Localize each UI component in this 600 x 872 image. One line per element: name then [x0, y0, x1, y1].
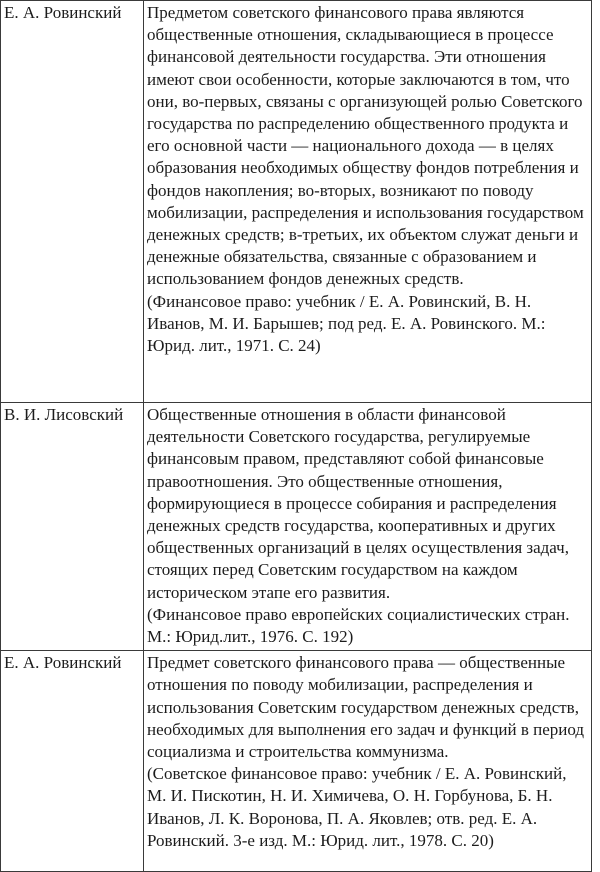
author-name: Е. А. Ровинский — [4, 653, 122, 673]
citation-text: (Финансовое право европейских социалистических стран. М.: Юрид.лит., 1976. С. 192) — [147, 604, 570, 647]
citation-text: (Советское финансовое право: учебник / Е. А. Ровинский, М. И. Пискотин, Н. И. Химичева, О. Н. Горбунова, Б. Н. Иванов, Л. К. Воронова, П. А. Яковлев; отв. ред. Е. А. Ровинский. 3-е изд. М.: Юрид. лит., 1978. С. 20) — [147, 764, 567, 850]
table-row — [1, 1, 592, 403]
quote-cell — [144, 1, 592, 403]
table-row — [1, 403, 592, 651]
table-row — [1, 651, 592, 872]
author-name: Е. А. Ровинский — [4, 3, 122, 22]
quote-cell — [144, 403, 592, 651]
author-cell — [1, 651, 144, 872]
quote-text: Предметом советского финансового права являются общественные отношения, складывающиеся в процессе финансовой деятельности государства. Эти отношения имеют свои особенности, которые заключаются в том, что они, во-первых, связаны с организующей ролью Советского государства по распределению общественного продукта и его основной части — национального дохода — в целях образования необходимых обществу фондов потребления и фондов накопления; во-вторых, возникают по поводу мобилизации, распределения и использования государством денежных средств; в-третьих, их объектом служат деньги и денежные обязательства, связанные с образованием и использованием фондов денежных средств. — [147, 3, 584, 289]
author-cell — [1, 403, 144, 651]
author-name: В. И. Лисовский — [4, 405, 124, 424]
quote-cell — [144, 651, 592, 872]
quote-text: Общественные отношения в области финансовой деятельности Советского государства, регулируемые финансовым правом, представляют собой финансовые правоотношения. Это общественные отношения, формирующиеся в процессе собирания и распределения денежных средств государства, кооперативных и других общественных организаций в целях осуществления задач, стоящих перед Советским государством на каждом историческом этапе его развития. — [147, 405, 569, 602]
citation-text: (Финансовое право: учебник / Е. А. Ровинский, В. Н. Иванов, М. И. Барышев; под ред. Е. А. Ровинского. М.: Юрид. лит., 1971. С. 24) — [147, 291, 546, 356]
quote-text: Предмет советского финансового права — общественные отношения по поводу мобилизации, распределения и использования Советским государством денежных средств, необходимых для выполнения его задач и функций в период социализма и строительства коммунизма. — [147, 653, 585, 762]
quotations-table-body — [1, 1, 592, 872]
author-cell — [1, 1, 144, 403]
